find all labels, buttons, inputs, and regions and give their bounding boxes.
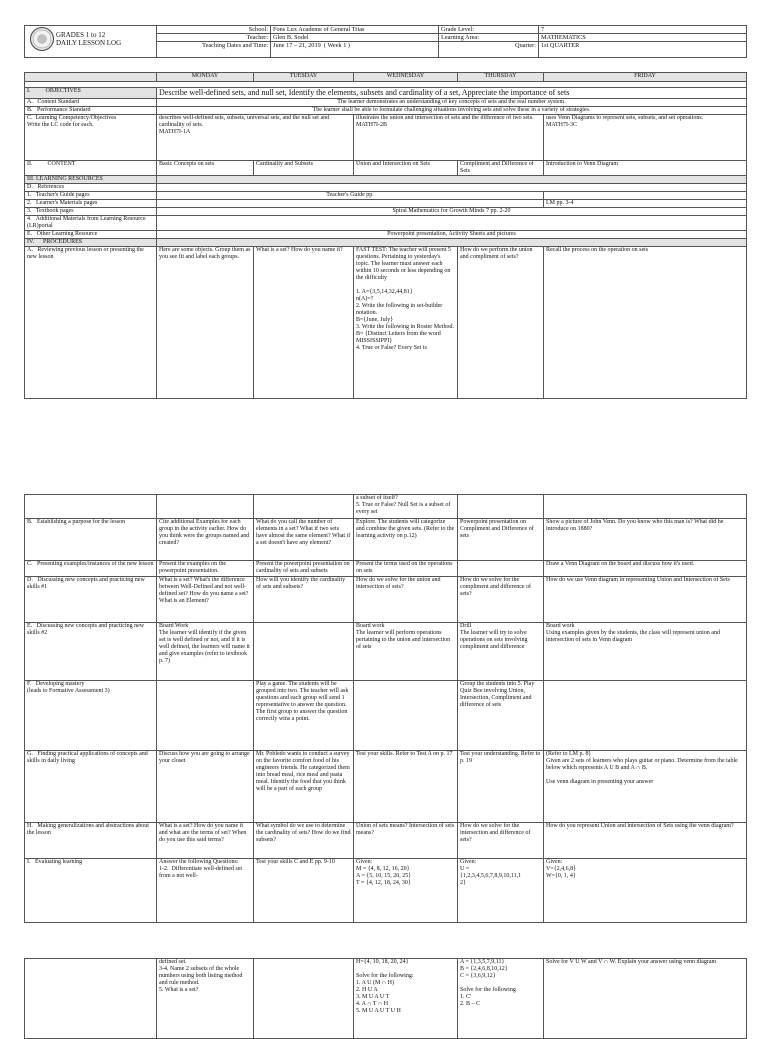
row-d-wed: How do we solve for the union and intersection of sets? [354,577,458,623]
row-a-thu: How do we perform the union and compliment of sets? [458,247,544,399]
row-i-thu: Given: U = {1,2,3,4,5,6,7,8,9,10,11,1 2} [458,859,544,923]
day-friday: FRIDAY [544,73,747,82]
row-i-fri-cont: Solve for V U W and V ∩ W. Explain your answer using venn diagram [544,959,747,1039]
row-c-label: C. Presenting examples/instances of the new lesson [25,561,157,577]
page-1 [0,0,768,470]
row-c-tue: Present the powerpoint presentation on cardinality of sets and subsets [254,561,354,577]
row-i-label: I. Evaluating learning [25,859,157,923]
row-d-label: D. Discussing new concepts and practicing new skills #1 [25,577,157,623]
competency-fri: uses Venn Diagrams to represent sets, subsets, and set operations. MATH7I-3C [544,115,747,161]
row-f-label: F. Developing mastery (leads to Formative Assessment 3) [25,681,157,751]
day-thursday: THURSDAY [458,73,544,82]
row-g-wed: Test your skills. Refer to Test A on p. 17 [354,751,458,823]
page-2 [0,470,768,940]
teacher-label: Teacher: [157,34,271,42]
content-wed: Union and Intersection on Sets [354,161,458,176]
row-b-tue: What do you call the number of elements in a set? What if two sets have almost the same element? What if a set doesn't have any element? [254,519,354,561]
row-i-mon: Answer the following Questions: 1-2. Differentiate well-defined set from a not well- [157,859,254,923]
row-e-fri: Board work Using examples given by the students, the class will represent union and intersection of sets in Venn diagram [544,623,747,681]
row-i-wed: Given: M = {4, 8, 12, 16, 20} A = {5, 10, 15, 20, 25} T = {4, 12, 18, 24, 30} [354,859,458,923]
row-b-thu: Powerpoint presentation on Compliment and Difference of sets [458,519,544,561]
row-b-wed: Explore. The students will categorize and combine the given sets. (Refer to the learning activity on p.12) [354,519,458,561]
row-i-fri: Given: V={2,4,6,8} W={0, 1, 4} [544,859,747,923]
row-h-thu: How do we solve for the intersection and difference of sets? [458,823,544,859]
row-d-thu: How do we solve for the compliment and difference of sets? [458,577,544,623]
row-a-wed-cont: a subset of itself? 5. True or False? Null Set is a subset of every set [354,495,458,519]
row-e-tue [254,623,354,681]
row-g-label: G. Finding practical applications of concepts and skills in daily living [25,751,157,823]
row-f-mon [157,681,254,751]
additional-materials-label: 4. Additional Materials from Learning Resource (LR)portal [25,216,157,231]
area-label: Learning Area: [439,34,539,42]
grade-title: GRADES 1 to 12 [56,31,106,39]
performance-standard-label: B. Performance Standard [25,107,157,115]
row-g-tue: Mr. Pobledo wants to conduct a survey on the favorite comfort food of his engineers friends. He categorized them into bread meal, rice meal and pasta meal. Identify the food that you think will be a part of each group [254,751,354,823]
area-value: MATHEMATICS [539,34,747,42]
quarter-value: 1st QUARTER [539,42,747,58]
content-mon: Basic Concepts on sets [157,161,254,176]
row-a-mon: Here are some objects. Group them as you see fit and label each groups. [157,247,254,399]
lesson-table-p1 [24,72,747,399]
row-h-wed: Union of sets means? Intersection of sets means? [354,823,458,859]
row-a-label: A. Reviewing previous lesson or presenting the new lesson [25,247,157,399]
competency-label: C. Learning Competency/Objectives Write the LC code for each. [25,115,157,161]
row-c-thu [458,561,544,577]
procedures-label: IV. PROCEDURES [25,239,157,247]
row-c-fri: Draw a Venn Diagram on the board and discuss how it's used. [544,561,747,577]
learners-materials-fri: LM pp. 3-4 [544,200,747,208]
row-g-mon: Discuss how you are going to arrange your closet [157,751,254,823]
other-resource-label: E. Other Learning Resource [25,231,157,239]
day-wednesday: WEDNESDAY [354,73,458,82]
row-h-tue: What symbol do we use to determine the cardinality of sets? How do we find subsets? [254,823,354,859]
row-g-fri: (Refer to LM p. 8) Given are 2 sets of learners who plays guitar or piano. Determine from the table below which represents A U B and A ∩ B. Use venn diagram in presenting your answer [544,751,747,823]
school-value: Fons Lux Academe of General Trias [271,26,439,34]
performance-standard: The learner shall be able to formulate challenging situations involving sets and solve these in a variety of strategies. [157,107,747,115]
content-standard: The learner demonstrates an understanding of key concepts of sets and the real number system. [157,99,747,107]
row-e-thu: Drill The learner will try to solve operations on sets involving compliment and difference [458,623,544,681]
row-f-tue: Play a game. The students will be grouped into two. The teacher will ask questions and each group will send 1 representative to answer the question. The first group to answer the question correctly wins a point. [254,681,354,751]
row-e-label: E. Discussing new concepts and practicing new skills #2 [25,623,157,681]
row-a-wed: FAST TEST: The teacher will present 5 questions. Pertaining to yesterday's topic. The learner must answer each within 10 seconds or less depending on the difficulty 1. A={3,5,14,32,44,81} n(A)=? 2. Write the following in set-builder notation. B={June, July} 3. Write the following in Roster Method. B= {Distinct Letters from the word MISSISSIPPI} 4. True or False? Every Set is [354,247,458,399]
competency-mon: describes well-defined sets, subsets, universal sets, and the null set and cardinality of sets. MATH7I-1A [157,115,354,161]
row-h-mon: What is a set? How do you name it and what are the terms of set? When do you use this said terms? [157,823,254,859]
row-f-wed [354,681,458,751]
learning-resources-label: III. LEARNING RESOURCES [25,176,157,184]
row-a-tue: What is a set? How do you name it? [254,247,354,399]
dates-label: Teaching Dates and Time: [157,42,271,58]
row-f-fri [544,681,747,751]
quarter-label: Quarter: [439,42,539,58]
row-e-mon: Board Work The learner will identify if the given set is well defined or not, and if it is well defined, the learners will name it and give examples (refer to textbook p. 7) [157,623,254,681]
row-h-label: H. Making generalizations and abstractions about the lesson [25,823,157,859]
page-3 [0,940,768,1024]
competency-wed: illustrates the union and intersection of sets and the difference of two sets. MATH7I-2B [354,115,544,161]
row-d-tue: How will you identify the cardinality of sets and subsets? [254,577,354,623]
lesson-table-p2 [24,494,747,923]
row-i-tue: Test your skills C and E pp. 9-10 [254,859,354,923]
content-tue: Cardinality and Subsets [254,161,354,176]
row-h-fri: How do you represent Union and intersection of Sets using the venn diagram? [544,823,747,859]
day-tuesday: TUESDAY [254,73,354,82]
row-d-fri: How do we use Venn diagram in representing Union and Intersection of Sets [544,577,747,623]
row-i-mon-cont: defined set. 3-4. Name 2 subsets of the whole numbers using both listing method and rule method. 5. What is a set? [157,959,254,1039]
row-f-thu: Group the students into 5. Play Quiz Bee involving Union, Intersection, Compliment and difference of sets [458,681,544,751]
row-b-fri: Show a picture of John Venn. Do you know who this man is? What did he introduce on 1880? [544,519,747,561]
textbook-label: 3. Textbook pages [25,208,157,216]
day-monday: MONDAY [157,73,254,82]
header-table [24,25,747,58]
row-d-mon: What is a set? What's the difference between Well-Defined and not well-defined set? How do you name a set? What is an Element? [157,577,254,623]
school-label: School: [157,26,271,34]
grade-value: 7 [539,26,747,34]
grade-label: Grade Level: [439,26,539,34]
lesson-table-p3 [24,958,747,1039]
objectives-label: I. OBJECTIVES [25,88,157,99]
row-c-wed: Present the terms used on the operations on sets [354,561,458,577]
content-thu: Compliment and Difference of Sets [458,161,544,176]
objectives-text: Describe well-defined sets, and null set, Identify the elements, subsets and cardinality of a set, Appreciate the importance of sets [157,88,747,99]
content-label: II. CONTENT [25,161,157,176]
teachers-guide-label: 1. Teacher's Guide pages [25,192,157,200]
learners-materials-label: 2. Learner's Materials pages [25,200,157,208]
textbook: Spiral Mathematics for Growth Minds 7 pp. 2-20 [157,208,747,216]
row-g-thu: Test your understanding. Refer to p. 19 [458,751,544,823]
content-standard-label: A. Content Standard [25,99,157,107]
row-e-wed: Board work The learner will perform operations pertaining to the union and intersection of sets [354,623,458,681]
row-b-mon: Cite additional Examples for each group in the activity earlier. How do you think were the groups named and created? [157,519,254,561]
row-b-label: B. Establishing a purpose for the lesson [25,519,157,561]
teacher-value: Glen B. Sodel [271,34,439,42]
row-c-mon: Present the examples on the powerpoint presentation. [157,561,254,577]
row-a-fri: Recall the process on the operation on sets [544,247,747,399]
content-fri: Introduction to Venn Diagram [544,161,747,176]
teachers-guide: Teacher's Guide pp. [157,192,544,200]
other-resource: Powerpoint presentation, Activity Sheets and pictures [157,231,747,239]
doc-title: DAILY LESSON LOG [56,39,122,47]
row-i-wed-cont: H={4, 10, 18, 20, 24} Solve for the following: 1. A U (M ∩ H) 2. H U A 3. M U A U T 4. A ∩ T ∩ H 5. M U A U T U H [354,959,458,1039]
references-label: D. References [25,184,157,192]
dates-value: June 17 – 21, 2019 ( Week 1 ) [271,42,439,58]
row-i-thu-cont: A = {1,3,5,7,9,11} B = {2,4,6,8,10,12} C = {3,6,9,12} Solve for the following 1. C' 2. B – C [458,959,544,1039]
